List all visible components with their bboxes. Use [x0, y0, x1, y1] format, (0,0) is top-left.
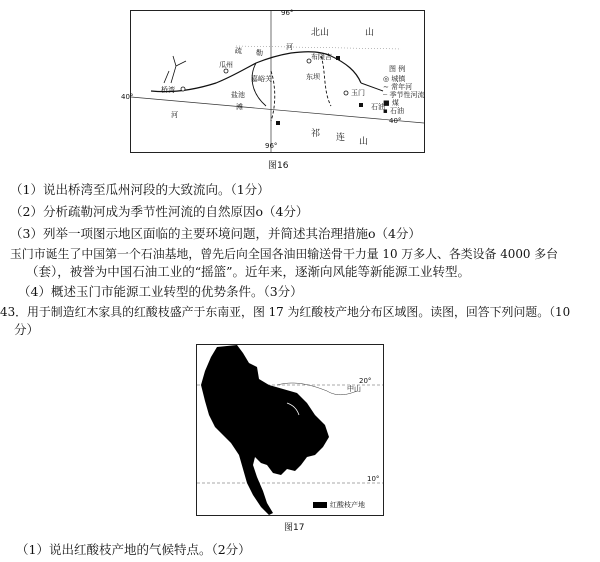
place-dongba: 东坝	[306, 73, 320, 81]
legend-item-seasonal: ┈ 季节性河流	[383, 91, 425, 99]
question-2: （2）分析疏勒河成为季节性河流的自然原因o（4分）	[10, 204, 309, 219]
legend-swatch	[313, 502, 327, 508]
map-17-legend	[313, 501, 365, 509]
legend-title: 图 例	[389, 65, 406, 73]
place-beishan: 北山	[311, 28, 330, 38]
lat-20-label: 20°	[359, 377, 372, 385]
question-43-line1: 43．用于制造红木家具的红酸枝盛产于东南亚，图 17 为红酸枝产地分布区域图。读图，回答下列问题。（10	[0, 305, 571, 319]
town-marker	[224, 69, 228, 73]
map-16-legend	[383, 65, 423, 115]
place-shiyou: 石油	[371, 103, 385, 111]
place-tan: 滩	[236, 103, 243, 111]
place-qilian-qi: 祁	[311, 129, 321, 139]
river-branch	[252, 63, 266, 106]
tributary	[171, 56, 176, 83]
legend-item-river: ∼ 常年河	[383, 83, 413, 91]
lon-top-label: 96°	[281, 9, 294, 17]
paragraph-yumen-line1: 玉门市诞生了中国第一个石油基地，曾先后向全国各油田输送骨干力量 10 万多人、各类设备 4000 多台	[10, 247, 559, 261]
question-43-line2: 分）	[14, 322, 40, 337]
tributary	[176, 61, 186, 66]
place-qiaowan: 桥湾	[161, 86, 175, 94]
lat-10-label: 10°	[367, 475, 380, 483]
place-guazhou: 瓜州	[219, 61, 233, 69]
seasonal-river	[321, 56, 331, 106]
tributary	[164, 71, 169, 83]
place-shule: 疏	[235, 47, 242, 55]
map-17-caption: 图17	[284, 523, 305, 533]
place-shan: 山	[365, 28, 375, 38]
place-yunzhou: 布隆吉	[311, 53, 332, 61]
lat-right-label: 40°	[389, 117, 402, 125]
question-4: （4）概述玉门市能源工业转型的优势条件。（3分）	[18, 284, 303, 299]
coal-marker	[336, 56, 340, 60]
paragraph-yumen-line2: （套），被誉为中国石油工业的“摇篮”。近年来，逐渐向风能等新能源工业转型。	[26, 264, 471, 279]
place-yumen: 玉门	[351, 89, 365, 97]
rosewood-region	[201, 345, 329, 515]
legend-item-coal: ■ 煤	[383, 99, 399, 107]
zhongshan-label: 中山	[347, 385, 361, 393]
place-he2: 河	[171, 111, 178, 119]
coal-marker	[276, 121, 280, 125]
map-16	[121, 9, 425, 153]
place-qilian-lian: 连	[336, 133, 346, 143]
question-1: （1）说出桥湾至瓜州河段的大致流向。（1分）	[10, 182, 270, 197]
map-17-drawing	[197, 345, 383, 515]
map-16-caption: 图16	[268, 161, 289, 171]
question-3: （3）列举一项图示地区面临的主要环境问题，并简述其治理措施o（4分）	[10, 226, 421, 241]
map-16-drawing	[131, 11, 424, 152]
lat-left-label: 40°	[121, 93, 134, 101]
question-43-1: （1）说出红酸枝产地的气候特点。（2分）	[16, 542, 251, 557]
place-he: 河	[286, 43, 293, 51]
legend-item-oil: ▪ 石油	[383, 107, 404, 115]
map-17	[196, 344, 384, 516]
oil-marker	[359, 103, 363, 107]
legend-item-town: ◎ 城镇	[383, 75, 406, 83]
town-marker	[344, 91, 348, 95]
place-yanchi: 盐池	[231, 91, 245, 99]
lon-bottom-label: 96°	[265, 142, 278, 150]
place-qilian-shan: 山	[359, 137, 369, 147]
place-le: 勒	[256, 49, 263, 57]
place-jiayu: 嘉峪关	[251, 75, 272, 83]
town-marker	[181, 87, 185, 91]
legend-label: 红酸枝产地	[330, 501, 365, 509]
